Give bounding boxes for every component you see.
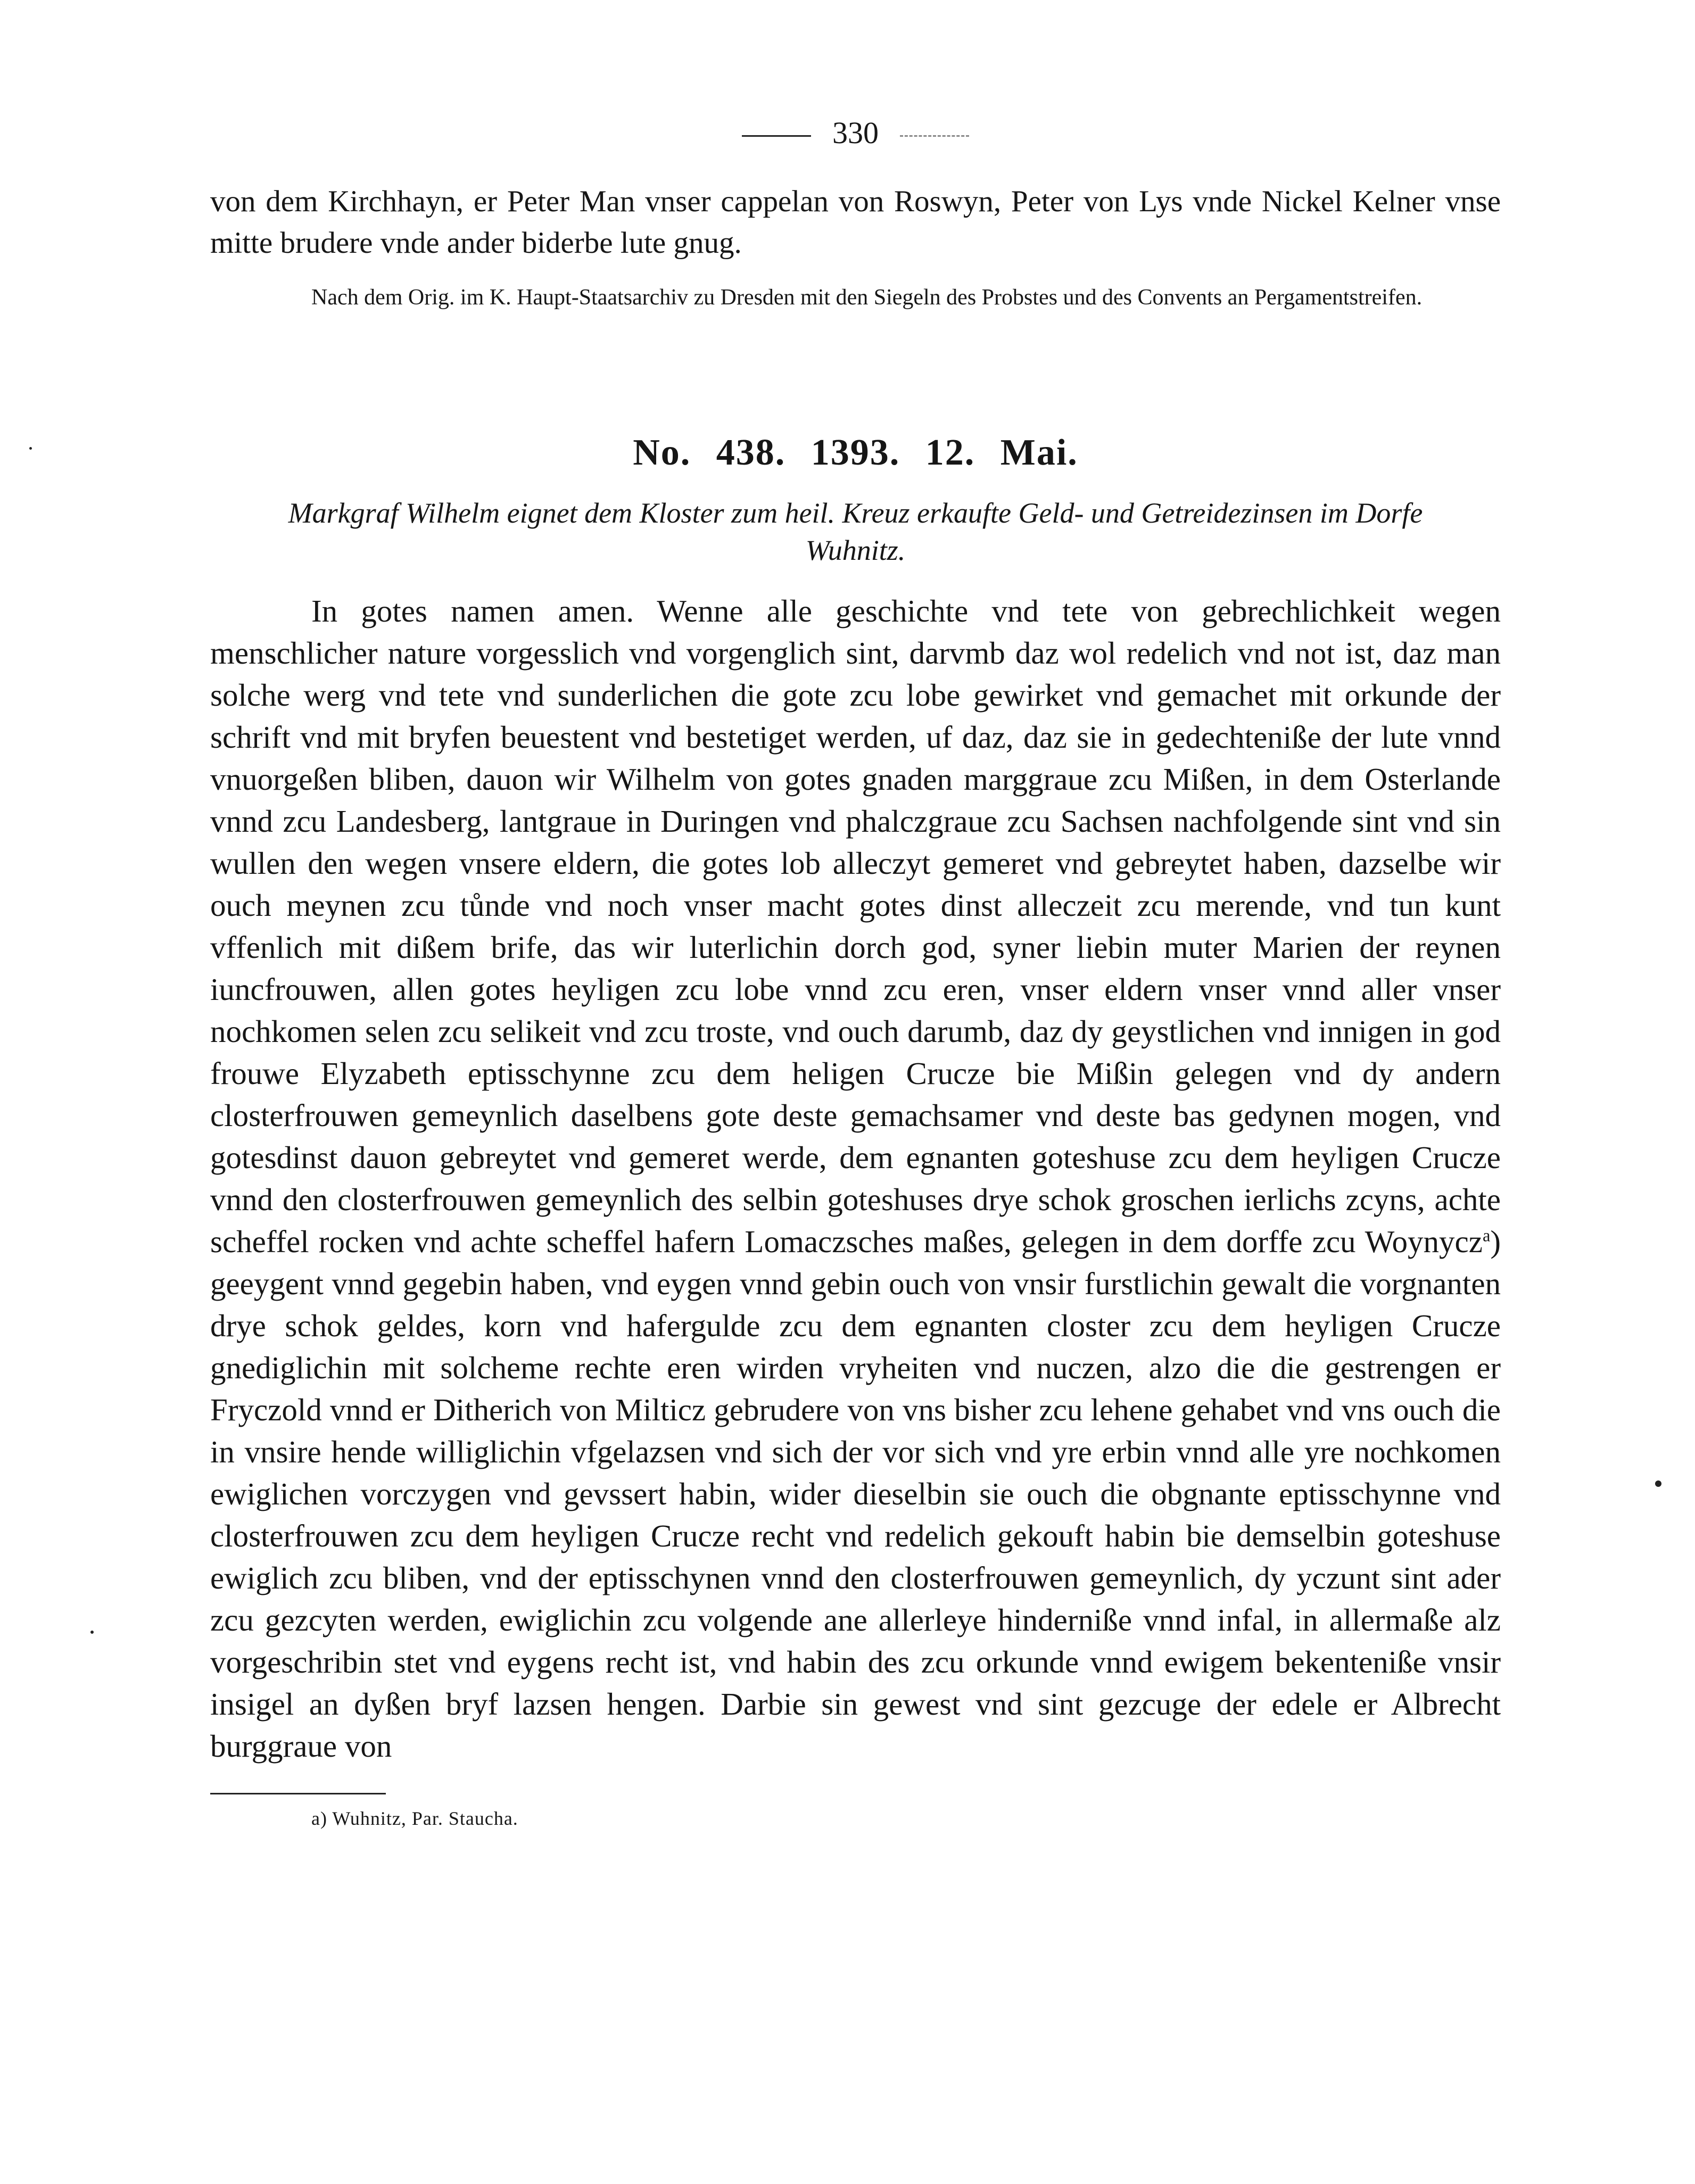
document-body	[210, 590, 1501, 1767]
continued-text: von dem Kirchhayn, er Peter Man vnser cappelan von Roswyn, Peter von Lys vnde Nickel Kelner vnse mitte brudere vnde ander biderbe lute gnug.	[210, 185, 1501, 260]
footnote-marker: a)	[311, 1808, 327, 1829]
footnote-reference: a	[1482, 1226, 1491, 1246]
scan-speck	[90, 1631, 94, 1634]
page-content	[210, 112, 1501, 1832]
document-heading: No. 438. 1393. 12. Mai.	[633, 432, 1078, 473]
scan-speck	[1655, 1480, 1661, 1487]
scan-speck	[29, 447, 32, 450]
page-number: 330	[832, 115, 879, 150]
body-text-part-1: In gotes namen amen. Wenne alle geschichte vnd tete von gebrechlichkeit wegen menschlicher nature vorgesslich vnd vorgenglich sint, darvmb daz wol redelich vnd not ist, daz man solche werg vnd tete vnd sunderlichen die gote zcu lobe gewirket vnd gemachet mit orkunde der schrift vnd mit bryfen beuestent vnd bestetiget werden, uf daz, daz sie in gedechteniße der lute vnnd vnuorgeßen bliben, dauon wir Wilhelm von gotes gnaden marggraue zcu Mißen, in dem Osterlande vnnd zcu Landesberg, lantgraue in Duringen vnd phalczgraue zcu Sachsen nachfolgende sint vnd sin wullen den wegen vnsere eldern, die gotes lob alleczyt gemeret vnd gebreytet haben, dazselbe wir ouch meynen zcu tůnde vnd noch vnser macht gotes dinst alleczeit zcu merende, vnd tun kunt vffenlich mit dißem brife, das wir luterlichin dorch god, syner liebin muter Marien der reynen iuncfrouwen, allen gotes heyligen zcu lobe vnnd zcu eren, vnser eldern vnser vnnd aller vnser nochkomen selen zcu selikeit vnd zcu troste, vnd ouch darumb, daz dy geystlichen vnd innigen in god frouwe Elyzabeth eptisschynne zcu dem heligen Crucze bie Mißin gelegen vnd dy andern closterfrouwen gemeynlich daselbens gote deste gemachsamer vnd deste bas gedynen mogen, vnd gotesdinst dauon gebreytet vnd gemeret werde, dem egnanten goteshuse zcu dem heyligen Crucze vnnd den closterfrouwen gemeynlich des selbin goteshuses drye schok groschen ierlichs zcyns, achte scheffel rocken vnd achte scheffel hafern Lomaczsches maßes, gelegen in dem dorffe zcu Woynycz	[210, 593, 1501, 1259]
document-summary: Markgraf Wilhelm eignet dem Kloster zum heil. Kreuz erkaufte Geld- und Getreidezinsen im Dorfe Wuhnitz.	[288, 497, 1423, 566]
footnote-rule	[210, 1793, 386, 1794]
header-rule-left	[742, 135, 811, 137]
page-header	[210, 112, 1501, 154]
footnote-text: Wuhnitz, Par. Staucha.	[332, 1808, 518, 1829]
source-note: Nach dem Orig. im K. Haupt-Staatsarchiv zu Dresden mit den Siegeln des Probstes und des Convents an Pergamentstreifen.	[311, 285, 1423, 310]
header-rule-right	[900, 135, 969, 137]
body-text-part-2: ) geeygent vnnd gegebin haben, vnd eygen vnnd gebin ouch von vnsir furstlichin gewalt die vorgnanten drye schok geldes, korn vnd hafergulde zcu dem egnanten closter zcu dem heyligen Crucze gnediglichin mit solcheme rechte eren wirden vryheiten vnd nuczen, alzo die die gestrengen er Fryczold vnnd er Ditherich von Milticz gebrudere von vns bisher zcu lehene gehabet vnd vns ouch die in vnsire hende williglichin vfgelazsen vnd sich der vor sich vnd yre erbin vnnd alle yre nochkomen ewiglichen vorczygen vnd gevssert habin, wider dieselbin sie ouch die obgnante eptisschynne vnd closterfrouwen zcu dem heyligen Crucze recht vnd redelich gekouft habin bie demselbin goteshuse ewiglich zcu bliben, vnd der eptisschynen vnnd den closterfrouwen gemeynlich, dy yczunt sint ader zcu gezcyten werden, ewiglichin zcu volgende ane allerleye hinderniße vnnd infal, in allermaße alz vorgeschribin stet vnd eygens recht ist, vnd habin des zcu orkunde vnnd ewigem bekenteniße vnsir insigel an dyßen bryf lazsen hengen. Darbie sin gewest vnd sint gezcuge der edele er Albrecht burggraue von	[210, 1224, 1501, 1764]
footnote	[311, 1805, 1501, 1832]
